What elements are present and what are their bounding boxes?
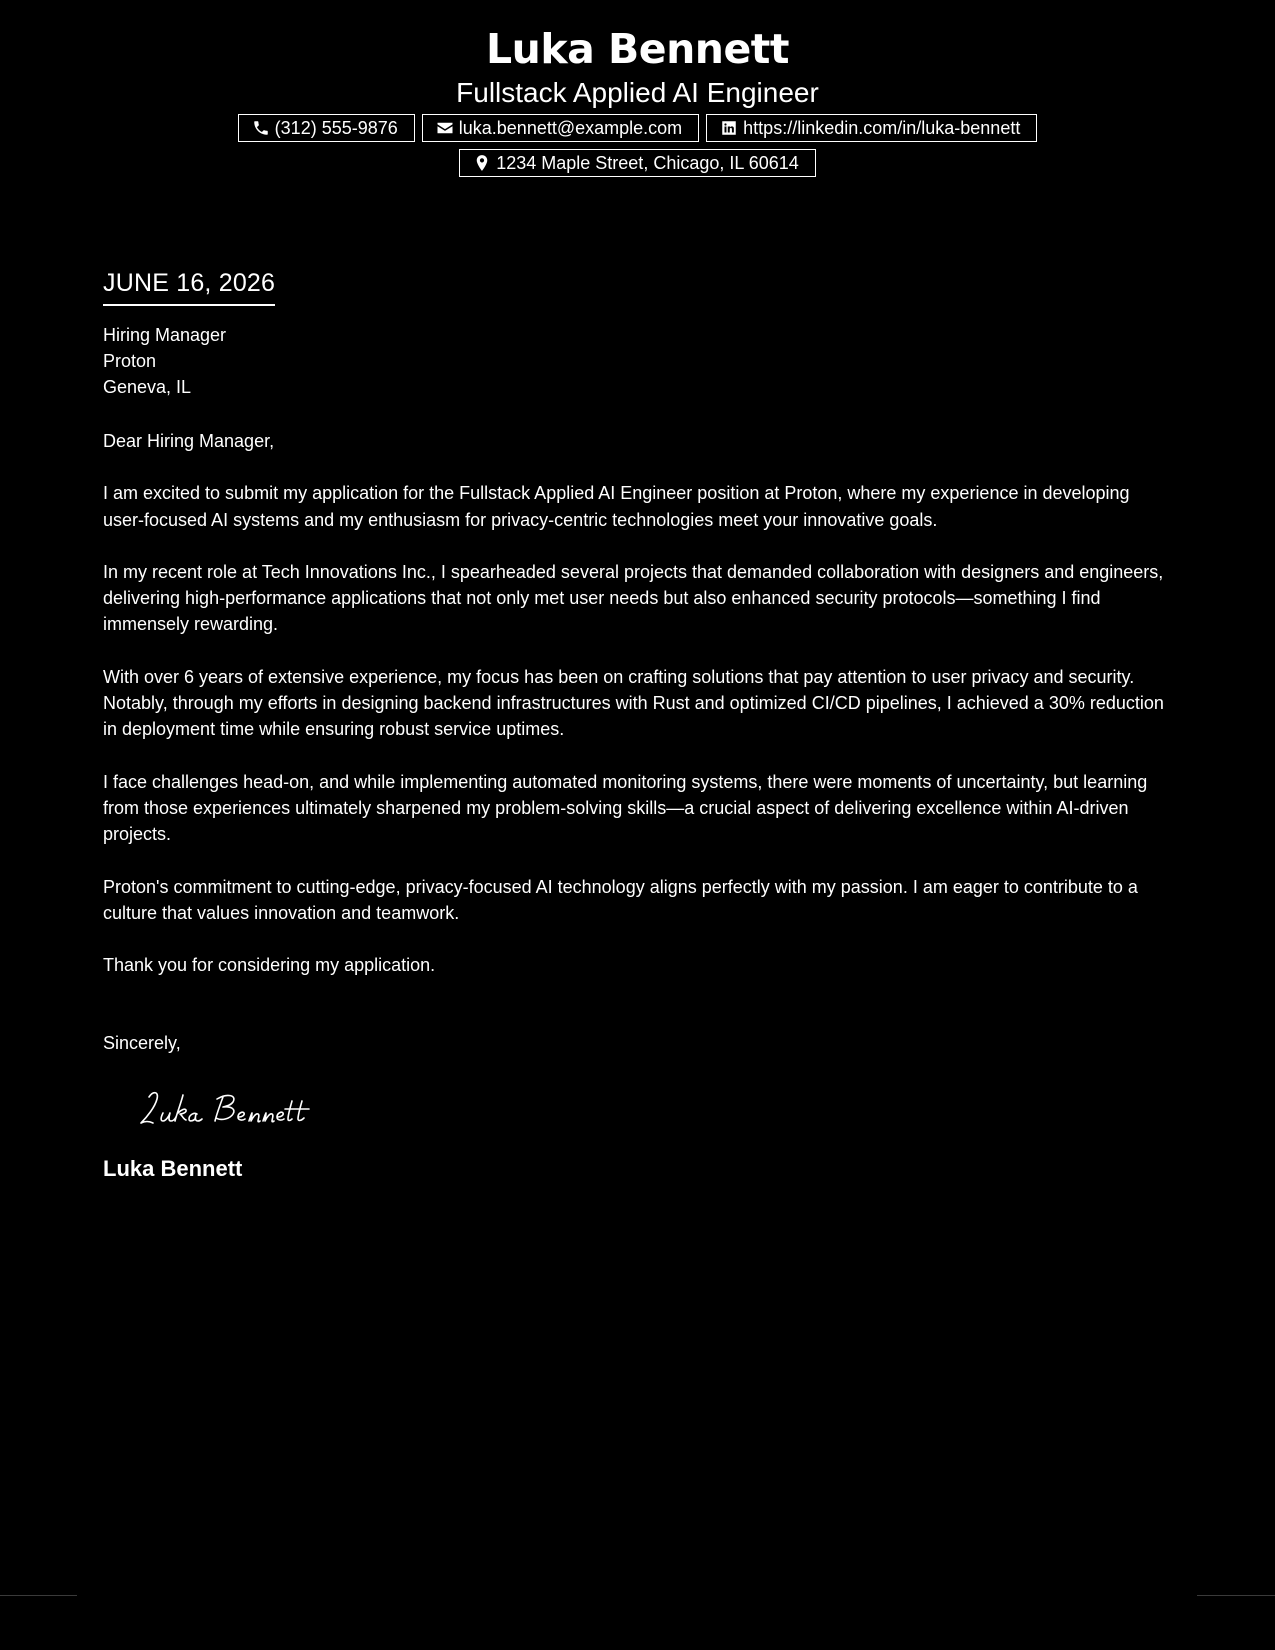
- paragraph: I am excited to submit my application for the Fullstack Applied AI Engineer position at Proton, where my experience in developing user-focused AI systems and my enthusiasm for privacy-centric technologies meet your innovative goals.: [103, 483, 1130, 530]
- applicant-role: Fullstack Applied AI Engineer: [456, 77, 819, 108]
- paragraph: Proton's commitment to cutting-edge, privacy-focused AI technology aligns perfectly with my passion. I am eager to contribute to a culture that values innovation and teamwork.: [103, 876, 1138, 923]
- phone-contact[interactable]: [238, 114, 415, 142]
- map-pin-icon: [473, 154, 491, 172]
- address-contact[interactable]: [459, 149, 816, 177]
- address-text: 1234 Maple Street, Chicago, IL 60614: [496, 152, 799, 173]
- linkedin-text: https://linkedin.com/in/luka-bennett: [743, 117, 1021, 138]
- signature-drawing: [127, 1083, 337, 1139]
- recipient-company: Proton: [103, 351, 157, 371]
- footer-divider-right: [1197, 1595, 1275, 1596]
- recipient-block: [103, 322, 1175, 400]
- paragraph: I face challenges head-on, and while implementing automated monitoring systems, there were moments of uncertainty, but learning from those experiences ultimately sharpened my problem-solving skills—a crucial aspect of delivering excellence within AI-driven projects.: [103, 771, 1148, 845]
- phone-text: (312) 555-9876: [274, 117, 398, 138]
- paragraph: With over 6 years of extensive experience, my focus has been on crafting solutions that pay attention to user privacy and security. Notably, through my efforts in designing backend infrastructures with Rust and optimized CI/CD pipelines, I achieved a 30% reduction in deployment time while ensuring robust service uptimes.: [103, 666, 1164, 740]
- address-row: [0, 149, 1275, 177]
- paragraph: In my recent role at Tech Innovations Inc., I spearheaded several projects that demanded collaboration with designers and engineers, delivering high-performance applications that not only met user needs but also enhanced security protocols—something I find immensely rewarding.: [103, 561, 1164, 635]
- recipient-title: Hiring Manager: [103, 325, 227, 345]
- email-contact[interactable]: [422, 114, 699, 142]
- contact-row: [0, 114, 1275, 142]
- signer-name: Luka Bennett: [103, 1155, 243, 1181]
- recipient-location: Geneva, IL: [103, 377, 192, 397]
- paragraph: Thank you for considering my application.: [103, 955, 436, 976]
- letter-body: [103, 266, 1175, 1183]
- linkedin-icon: [720, 119, 738, 137]
- closing: Sincerely,: [103, 1033, 181, 1054]
- linkedin-contact[interactable]: [706, 114, 1037, 142]
- handwritten-signature: [127, 1083, 337, 1139]
- applicant-name: Luka Bennett: [486, 25, 789, 73]
- footer-divider-left: [0, 1595, 77, 1596]
- greeting: Dear Hiring Manager,: [103, 431, 275, 451]
- letter-date: JUNE 16, 2026: [103, 266, 275, 306]
- envelope-icon: [436, 119, 454, 137]
- email-text: luka.bennett@example.com: [458, 117, 683, 138]
- letter-header: [0, 22, 1275, 177]
- phone-icon: [252, 119, 270, 137]
